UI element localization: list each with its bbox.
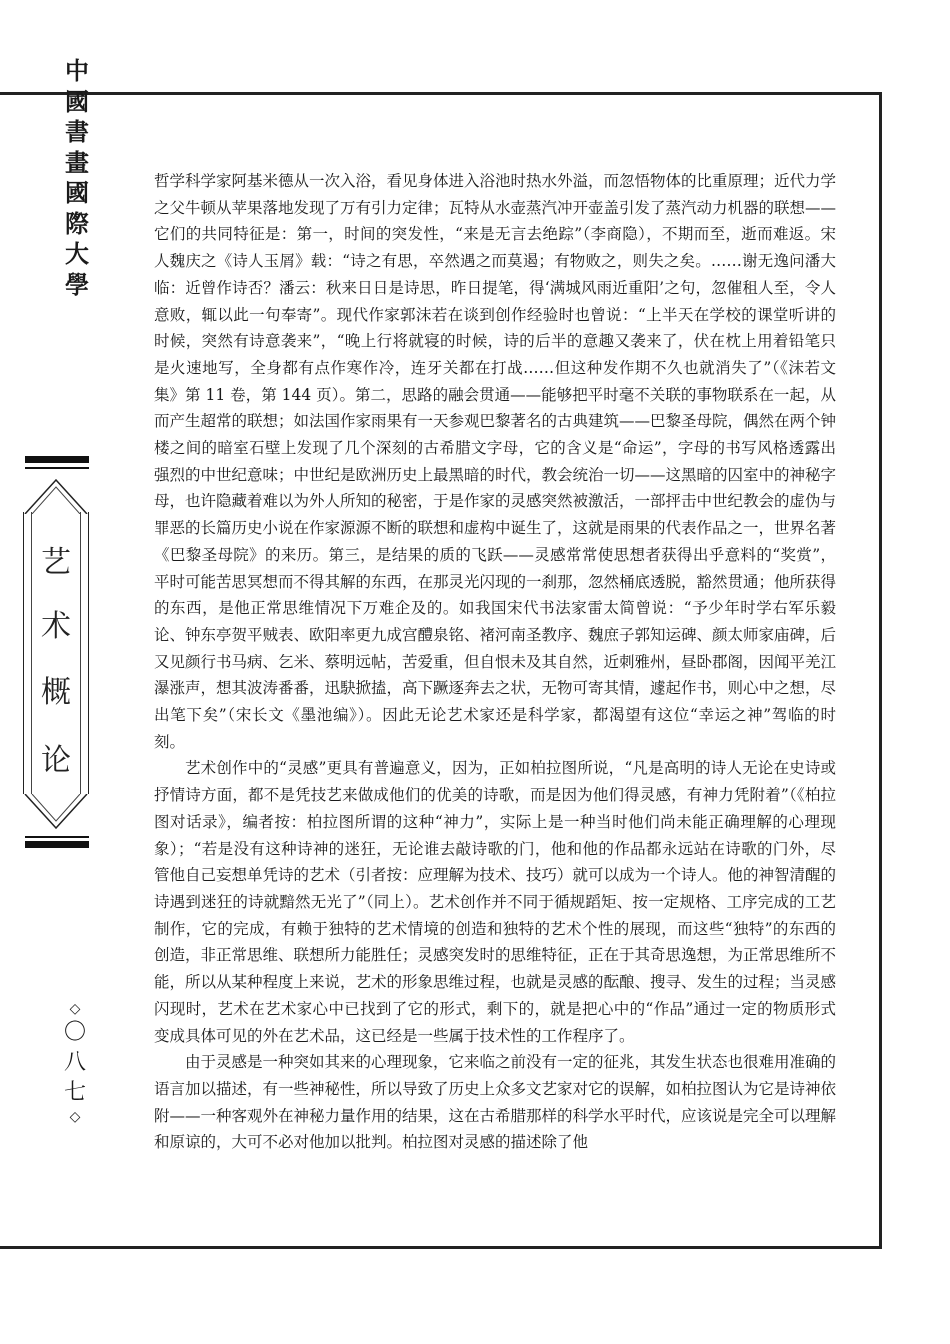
divider-bottom-thick: [25, 841, 89, 848]
paragraph-3: 由于灵感是一种突如其来的心理现象，它来临之前没有一定的征兆，其发生状态也很难用准确的语言加以描述，有一些神秘性，所以导致了历史上众多文艺家对它的误解，如柏拉图认为它是诗神依附——一种客观外在神秘力量作用的结果，这在古希腊那样的科学水平时代，应该说是完全可以理解和原谅的，大可不必对他加以批判。柏拉图对灵感的描述除了他: [154, 1053, 837, 1152]
page-number-char-1: 〇: [63, 1020, 86, 1045]
page-number-ornament-top: ◇: [69, 1001, 81, 1017]
divider-bottom-thin: [25, 836, 89, 838]
body-text: [154, 168, 836, 1156]
title-char-2: 术: [41, 609, 71, 644]
title-char-1: 艺: [41, 545, 71, 580]
ornament-top: [22, 476, 90, 514]
paragraph-2: 艺术创作中的“灵感”更具有普遍意义，因为，正如柏拉图所说，“凡是高明的诗人无论在史诗或抒情诗方面，都不是凭技艺来做成他们的优美的诗歌，而是因为他们得灵感，有神力凭附着”（《柏拉图对话录》，编者按：柏拉图所谓的这种“神力”，实际上是一种当时他们尚未能正确理解的心理现象）；“若是没有这种诗神的迷狂，无论谁去敲诗歌的门，他和他的作品都永远站在诗歌的门外，尽管他自己妄想单凭诗的艺术（引者按：应理解为技术、技巧）就可以成为一个诗人。他的神智清醒的诗遇到迷狂的诗就黯然无光了”（同上）。艺术创作并不同于循规蹈矩、按一定规格、工序完成的工艺制作，它的完成，有赖于独特的艺术情境的创造和独特的艺术个性的展现，而这些“独特”的东西的创造，非正常思维、联想所力能胜任；灵感突发时的思维特征，正在于其奇思逸想，为正常思维所不能，所以从某种程度上来说，艺术的形象思维过程，也就是灵感的酝酿、搜寻、发生的过程；当灵感闪现时，艺术在艺术家心中已找到了它的形式，剩下的，就是把心中的“作品”通过一定的物质形式变成具体可见的外在艺术品，这已经是一些属于技术性的工作程序了。: [154, 759, 837, 1045]
page-number-char-2: 八: [63, 1050, 86, 1075]
divider-top-thin: [25, 467, 89, 469]
ornament-bottom: [22, 794, 90, 832]
title-char-4: 论: [41, 743, 71, 778]
page-number-ornament-bottom: ◇: [69, 1109, 81, 1125]
page-number-char-3: 七: [63, 1080, 86, 1105]
paragraph-1: 哲学科学家阿基米德从一次入浴，看见身体进入浴池时热水外溢，而忽悟物体的比重原理；近代力学之父牛顿从苹果落地发现了万有引力定律；瓦特从水壶蒸汽冲开壶盖引发了蒸汽动力机器的联想——它们的共同特征是：第一，时间的突发性，“来是无言去绝踪”（李商隐），不期而至，逝而难返。宋人魏庆之《诗人玉屑》载：“诗之有思，卒然遇之而莫遏；有物败之，则失之矣。……谢无逸问潘大临：近曾作诗否？潘云：秋来日日是诗思，昨日提笔，得‘满城风雨近重阳’之句，忽催租人至，令人意败，辄以此一句奉寄”。现代作家郭沫若在谈到创作经验时也曾说：“上半天在学校的课堂听讲的时候，突然有诗意袭来”，“晚上行将就寝的时候，诗的后半的意趣又袭来了，伏在枕上用着铅笔只是火速地写，全身都有点作寒作冷，连牙关都在打战……但这种发作期不久也就消失了”（《沫若文集》第 11 卷，第 144 页）。第二，思路的融会贯通——能够把平时毫不关联的事物联系在一起，从而产生超常的联想；如法国作家雨果有一天参观巴黎著名的古典建筑——巴黎圣母院，偶然在两个钟楼之间的暗室石壁上发现了几个深刻的古希腊文字母，它的含义是“命运”，字母的书写风格透露出强烈的中世纪意味；中世纪是欧洲历史上最黑暗的时代，教会统治一切——这黑暗的囚室中的神秘字母，也许隐藏着难以为外人所知的秘密，于是作家的灵感突然被激活，一部抨击中世纪教会的虚伪与罪恶的长篇历史小说在作家源源不断的联想和虚构中诞生了，这就是雨果的代表作品之一，世界名著《巴黎圣母院》的来历。第三，是结果的质的飞跃——灵感常常使思想者获得出乎意料的“奖赏”，平时可能苦思冥想而不得其解的东西，在那灵光闪现的一刹那，忽然桶底透脱，豁然贯通；他所获得的东西，是他正常思维情况下万难企及的。如我国宋代书法家雷太简曾说：“予少年时学右军乐毅论、钟东亭贺平贼表、欧阳率更九成宫醴泉铭、褚河南圣教序、魏庶子郭知运碑、颜太师家庙碑，后又见颜行书马病、乞米、蔡明远帖，苦爱重，但自恨未及其自然，近刺雅州，昼卧郡阁，因闻平羌江瀑涨声，想其波涛番番，迅駃掀搕，高下蹶逐奔去之状，无物可寄其情，遽起作书，则心中之想，尽出笔下矣”（宋长文《墨池编》）。因此无论艺术家还是科学家，都渴望有这位“幸运之神”驾临的时刻。: [154, 172, 837, 751]
school-name: 中國書畫國際大學: [65, 56, 89, 299]
page-number: [60, 1000, 90, 1126]
divider-top-thick: [25, 456, 89, 463]
title-char-3: 概: [41, 675, 71, 710]
sidebar: [0, 0, 100, 1344]
